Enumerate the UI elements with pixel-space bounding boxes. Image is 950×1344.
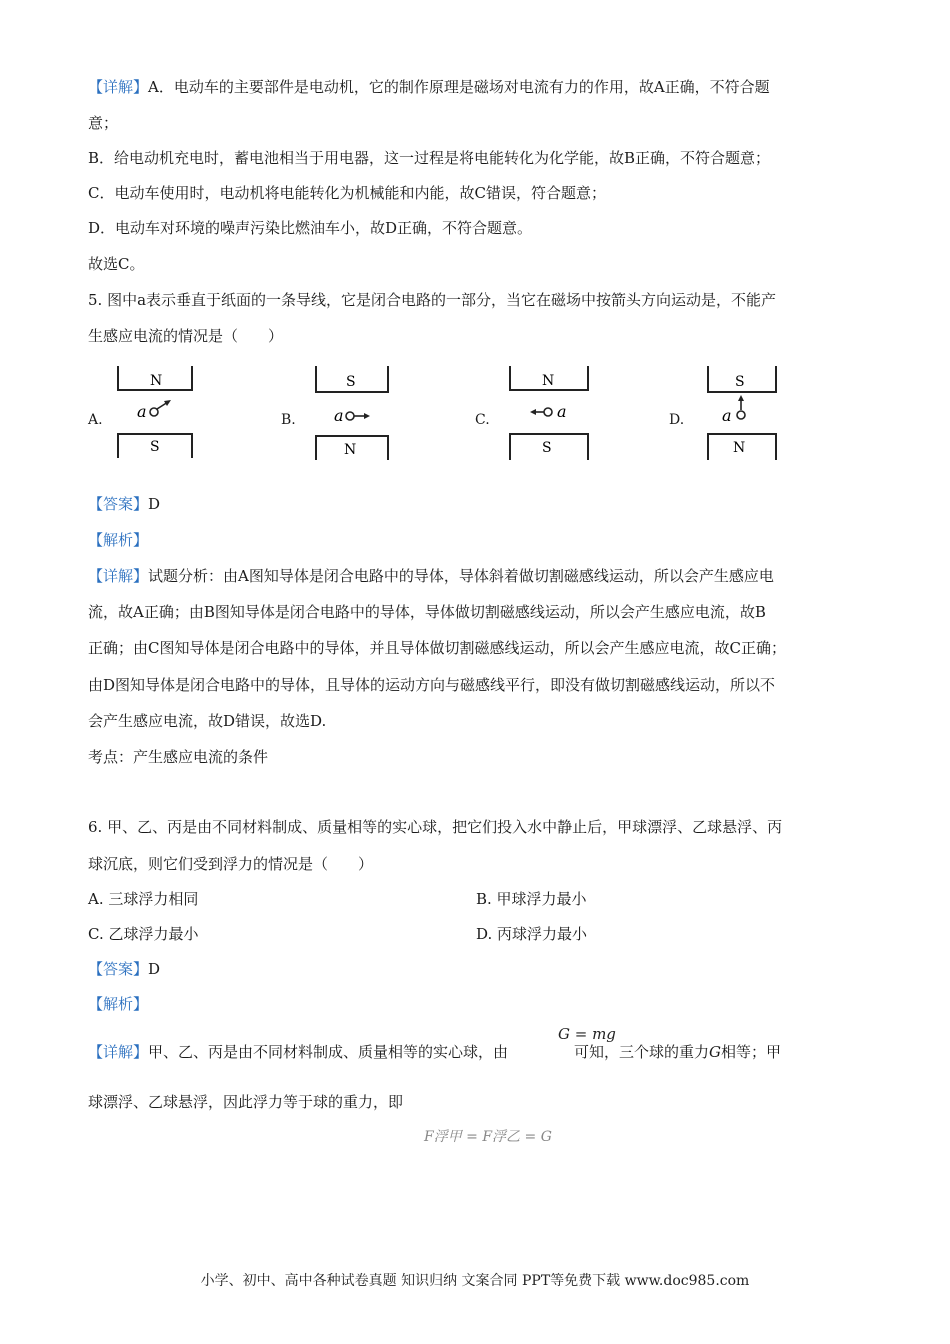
q4-detail-c: C．电动车使用时，电动机将电能转化为机械能和内能，故C错误，符合题意； — [88, 184, 606, 202]
q6-option-b: B. 甲球浮力最小 — [476, 890, 587, 908]
q5-detail-line4: 由D图知导体是闭合电路中的导体，且导体的运动方向与磁感线平行，即没有做切割磁感线运动，所以不 — [88, 676, 776, 694]
q5-figure-a-wire: a — [137, 402, 147, 421]
q6-detail-line1 — [88, 1041, 781, 1063]
q5-figure-b-label: B. — [281, 412, 296, 428]
answer-tag: 【答案】 — [88, 495, 149, 513]
q6-analysis-tag: 【解析】 — [88, 995, 149, 1013]
q6-option-a: A. 三球浮力相同 — [88, 890, 199, 908]
q5-figure-a-label: A. — [88, 412, 103, 428]
q5-figure-b-wire: a — [334, 406, 344, 425]
q5-figure-c-bottom-pole: S — [542, 440, 552, 456]
q5-figure-b-conductor — [346, 412, 354, 420]
q4-detail-b: B．给电动机充电时，蓄电池相当于用电器，这一过程是将电能转化为化学能，故B正确，不符合题意； — [88, 149, 771, 167]
q4-detail-d: D．电动车对环境的噪声污染比燃油车小，故D正确，不符合题意。 — [88, 219, 533, 237]
q5-answer — [88, 493, 160, 515]
q6-detail-line2: 球漂浮、乙球悬浮，因此浮力等于球的重力，即 — [88, 1093, 404, 1111]
q5-figure-d-conductor — [737, 411, 745, 419]
q6-option-c: C. 乙球浮力最小 — [88, 925, 199, 943]
q6-detail-line1-a: 甲、乙、丙是由不同材料制成、质量相等的实心球，由 — [148, 1043, 509, 1061]
q5-kaodian: 考点：产生感应电流的条件 — [88, 748, 269, 766]
q5-figure-d-bottom-pole: N — [733, 440, 746, 456]
q5-figure-c-top-pole: N — [542, 373, 555, 389]
q6-stem-line2: 球沉底，则它们受到浮力的情况是（ ） — [88, 855, 374, 873]
answer-tag: 【答案】 — [88, 960, 149, 978]
q5-answer-value: D — [148, 495, 161, 513]
q5-figure-a-bottom-pole: S — [150, 439, 160, 455]
q5-figure-d-top-pole: S — [735, 374, 745, 390]
q5-figure-a-top-pole: N — [150, 373, 163, 389]
q5-figure-b-arrowhead — [364, 413, 370, 419]
q4-detail-line1 — [88, 76, 770, 98]
detail-tag: 【详解】 — [88, 567, 149, 585]
q5-analysis-tag: 【解析】 — [88, 531, 149, 549]
q4-detail-line2: 意； — [88, 114, 119, 132]
q4-conclusion: 故选C。 — [88, 255, 145, 273]
q5-figure-c-conductor — [544, 408, 552, 416]
q5-stem-line1: 5. 图中a表示垂直于纸面的一条导线，它是闭合电路的一部分，当它在磁场中按箭头方向运动是，不能产 — [88, 291, 777, 309]
detail-tag: 【详解】 — [88, 78, 149, 96]
q6-detail-line1-c: 相等；甲 — [721, 1043, 782, 1061]
q5-figure-c-wire: a — [557, 402, 567, 421]
q5-figure-b-top-pole: S — [346, 374, 356, 390]
page-footer: 小学、初中、高中各种试卷真题 知识归纳 文案合同 PPT等免费下载 www.doc985.com — [200, 1273, 750, 1289]
q6-detail-line1-b: 可知，三个球的重力 — [574, 1043, 710, 1061]
q5-detail-line2: 流，故A正确；由B图知导体是闭合电路中的导体，导体做切割磁感线运动，所以会产生感应电流，故B — [88, 603, 766, 621]
q5-detail-line3: 正确；由C图知导体是闭合电路中的导体，并且导体做切割磁感线运动，所以会产生感应电流，故C正确； — [88, 639, 786, 657]
q5-figure-d — [698, 364, 783, 464]
q5-figure-a — [110, 364, 200, 464]
q5-figure-a-conductor — [150, 408, 158, 416]
q5-detail-line5: 会产生感应电流，故D错误，故选D. — [88, 712, 327, 730]
q4-detail-a-text: A．电动车的主要部件是电动机，它的制作原理是磁场对电流有力的作用，故A正确，不符合题 — [148, 78, 770, 96]
q6-formula-buoyancy: F浮甲 = F浮乙 = G — [424, 1129, 552, 1145]
q5-detail-line1 — [88, 565, 774, 587]
q5-figure-d-wire: a — [722, 406, 732, 425]
q5-figure-b-bottom-pole: N — [344, 442, 357, 458]
detail-tag: 【详解】 — [88, 1043, 149, 1061]
q5-figure-b — [306, 364, 396, 464]
q5-stem-line2: 生感应电流的情况是（ ） — [88, 327, 284, 345]
q5-figure-d-arrowhead — [738, 395, 744, 401]
q5-figure-d-label: D. — [669, 412, 685, 428]
q6-option-d: D. 丙球浮力最小 — [476, 925, 588, 943]
q5-detail-line1-text: 试题分析：由A图知导体是闭合电路中的导体，导体斜着做切割磁感线运动，所以会产生感应电 — [148, 567, 774, 585]
q5-figure-c-label: C. — [475, 412, 490, 428]
q6-stem-line1: 6. 甲、乙、丙是由不同材料制成、质量相等的实心球，把它们投入水中静止后，甲球漂浮、乙球悬浮、丙 — [88, 818, 783, 836]
q6-detail-g-symbol: G — [709, 1043, 722, 1061]
q6-answer — [88, 958, 160, 980]
q5-figure-c — [500, 364, 595, 464]
q6-answer-value: D — [148, 960, 161, 978]
q6-formula-gravity: G = mg — [558, 1025, 616, 1043]
q5-figure-c-arrowhead — [530, 409, 536, 415]
